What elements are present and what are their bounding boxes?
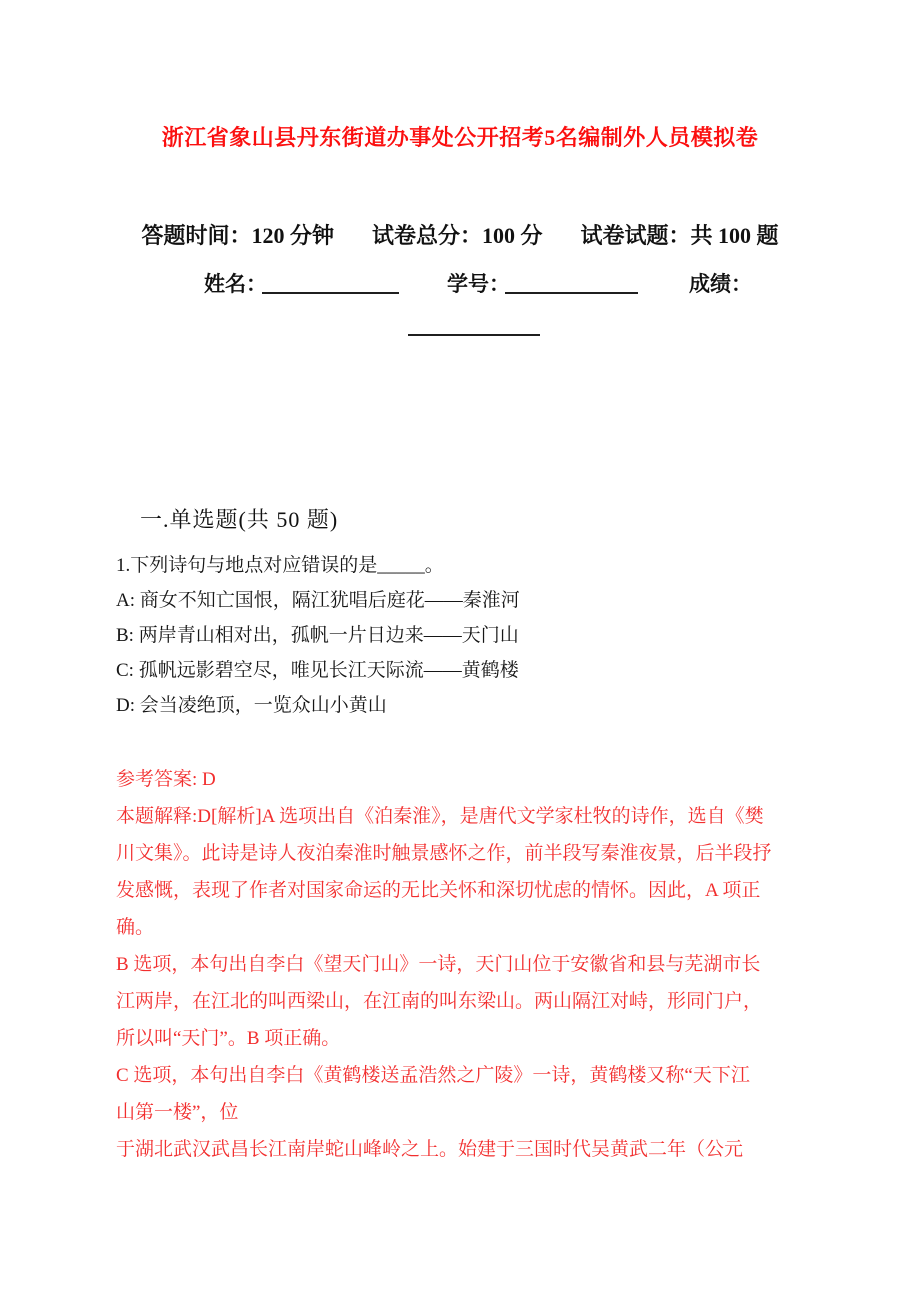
score-blank-line xyxy=(408,334,540,336)
option-d: D: 会当凌绝顶，一览众山小黄山 xyxy=(116,695,387,716)
explanation-line: 川文集》。此诗是诗人夜泊秦淮时触景感怀之作，前半段写秦淮夜景，后半段抒 xyxy=(116,843,772,864)
explanation-line: 于湖北武汉武昌长江南岸蛇山峰岭之上。始建于三国时代吴黄武二年（公元 xyxy=(116,1139,744,1160)
page-title: 浙江省象山县丹东街道办事处公开招考5名编制外人员模拟卷 xyxy=(161,125,759,150)
duration-text: 答题时间：120 分钟 xyxy=(141,223,334,248)
explanation-line: 确。 xyxy=(116,917,155,938)
section-heading: 一.单选题(共 50 题) xyxy=(140,507,339,532)
name-label: 姓名： xyxy=(204,272,267,296)
explanation-line: 江两岸，在江北的叫西梁山，在江南的叫东梁山。两山隔江对峙，形同门户， xyxy=(116,991,763,1012)
option-b: B: 两岸青山相对出，孤帆一片日边来——天门山 xyxy=(116,625,519,646)
total-score-text: 试卷总分：100 分 xyxy=(371,223,543,248)
explanation-line: C 选项，本句出自李白《黄鹤楼送孟浩然之广陵》一诗，黄鹤楼又称“天下江 xyxy=(116,1065,750,1086)
question-count-text: 试卷试题：共 100 题 xyxy=(580,223,779,248)
question-1-block xyxy=(116,548,876,723)
explanation-line: 本题解释:D[解析]A 选项出自《泊秦淮》，是唐代文学家杜牧的诗作，选自《樊 xyxy=(116,806,764,827)
student-id-blank-line xyxy=(505,268,638,294)
exam-meta-row xyxy=(0,219,920,250)
explanation-line: 发感慨，表现了作者对国家命运的无比关怀和深切忧虑的情怀。因此，A 项正 xyxy=(116,880,761,901)
reference-answer: 参考答案: D xyxy=(116,769,216,790)
explanation-line: 山第一楼”，位 xyxy=(116,1102,239,1123)
answer-explanation-block xyxy=(116,761,864,1168)
student-id-label: 学号： xyxy=(447,272,510,296)
question-stem: 1.下列诗句与地点对应错误的是_____。 xyxy=(116,555,444,576)
explanation-line: B 选项，本句出自李白《望天门山》一诗，天门山位于安徽省和县与芜湖市长 xyxy=(116,954,761,975)
student-info-row xyxy=(0,268,920,300)
option-c: C: 孤帆远影碧空尽，唯见长江天际流——黄鹤楼 xyxy=(116,660,519,681)
explanation-line: 所以叫“天门”。B 项正确。 xyxy=(116,1028,341,1049)
name-blank-line xyxy=(262,268,399,294)
score-label: 成绩： xyxy=(689,272,752,296)
option-a: A: 商女不知亡国恨，隔江犹唱后庭花——秦淮河 xyxy=(116,590,520,611)
